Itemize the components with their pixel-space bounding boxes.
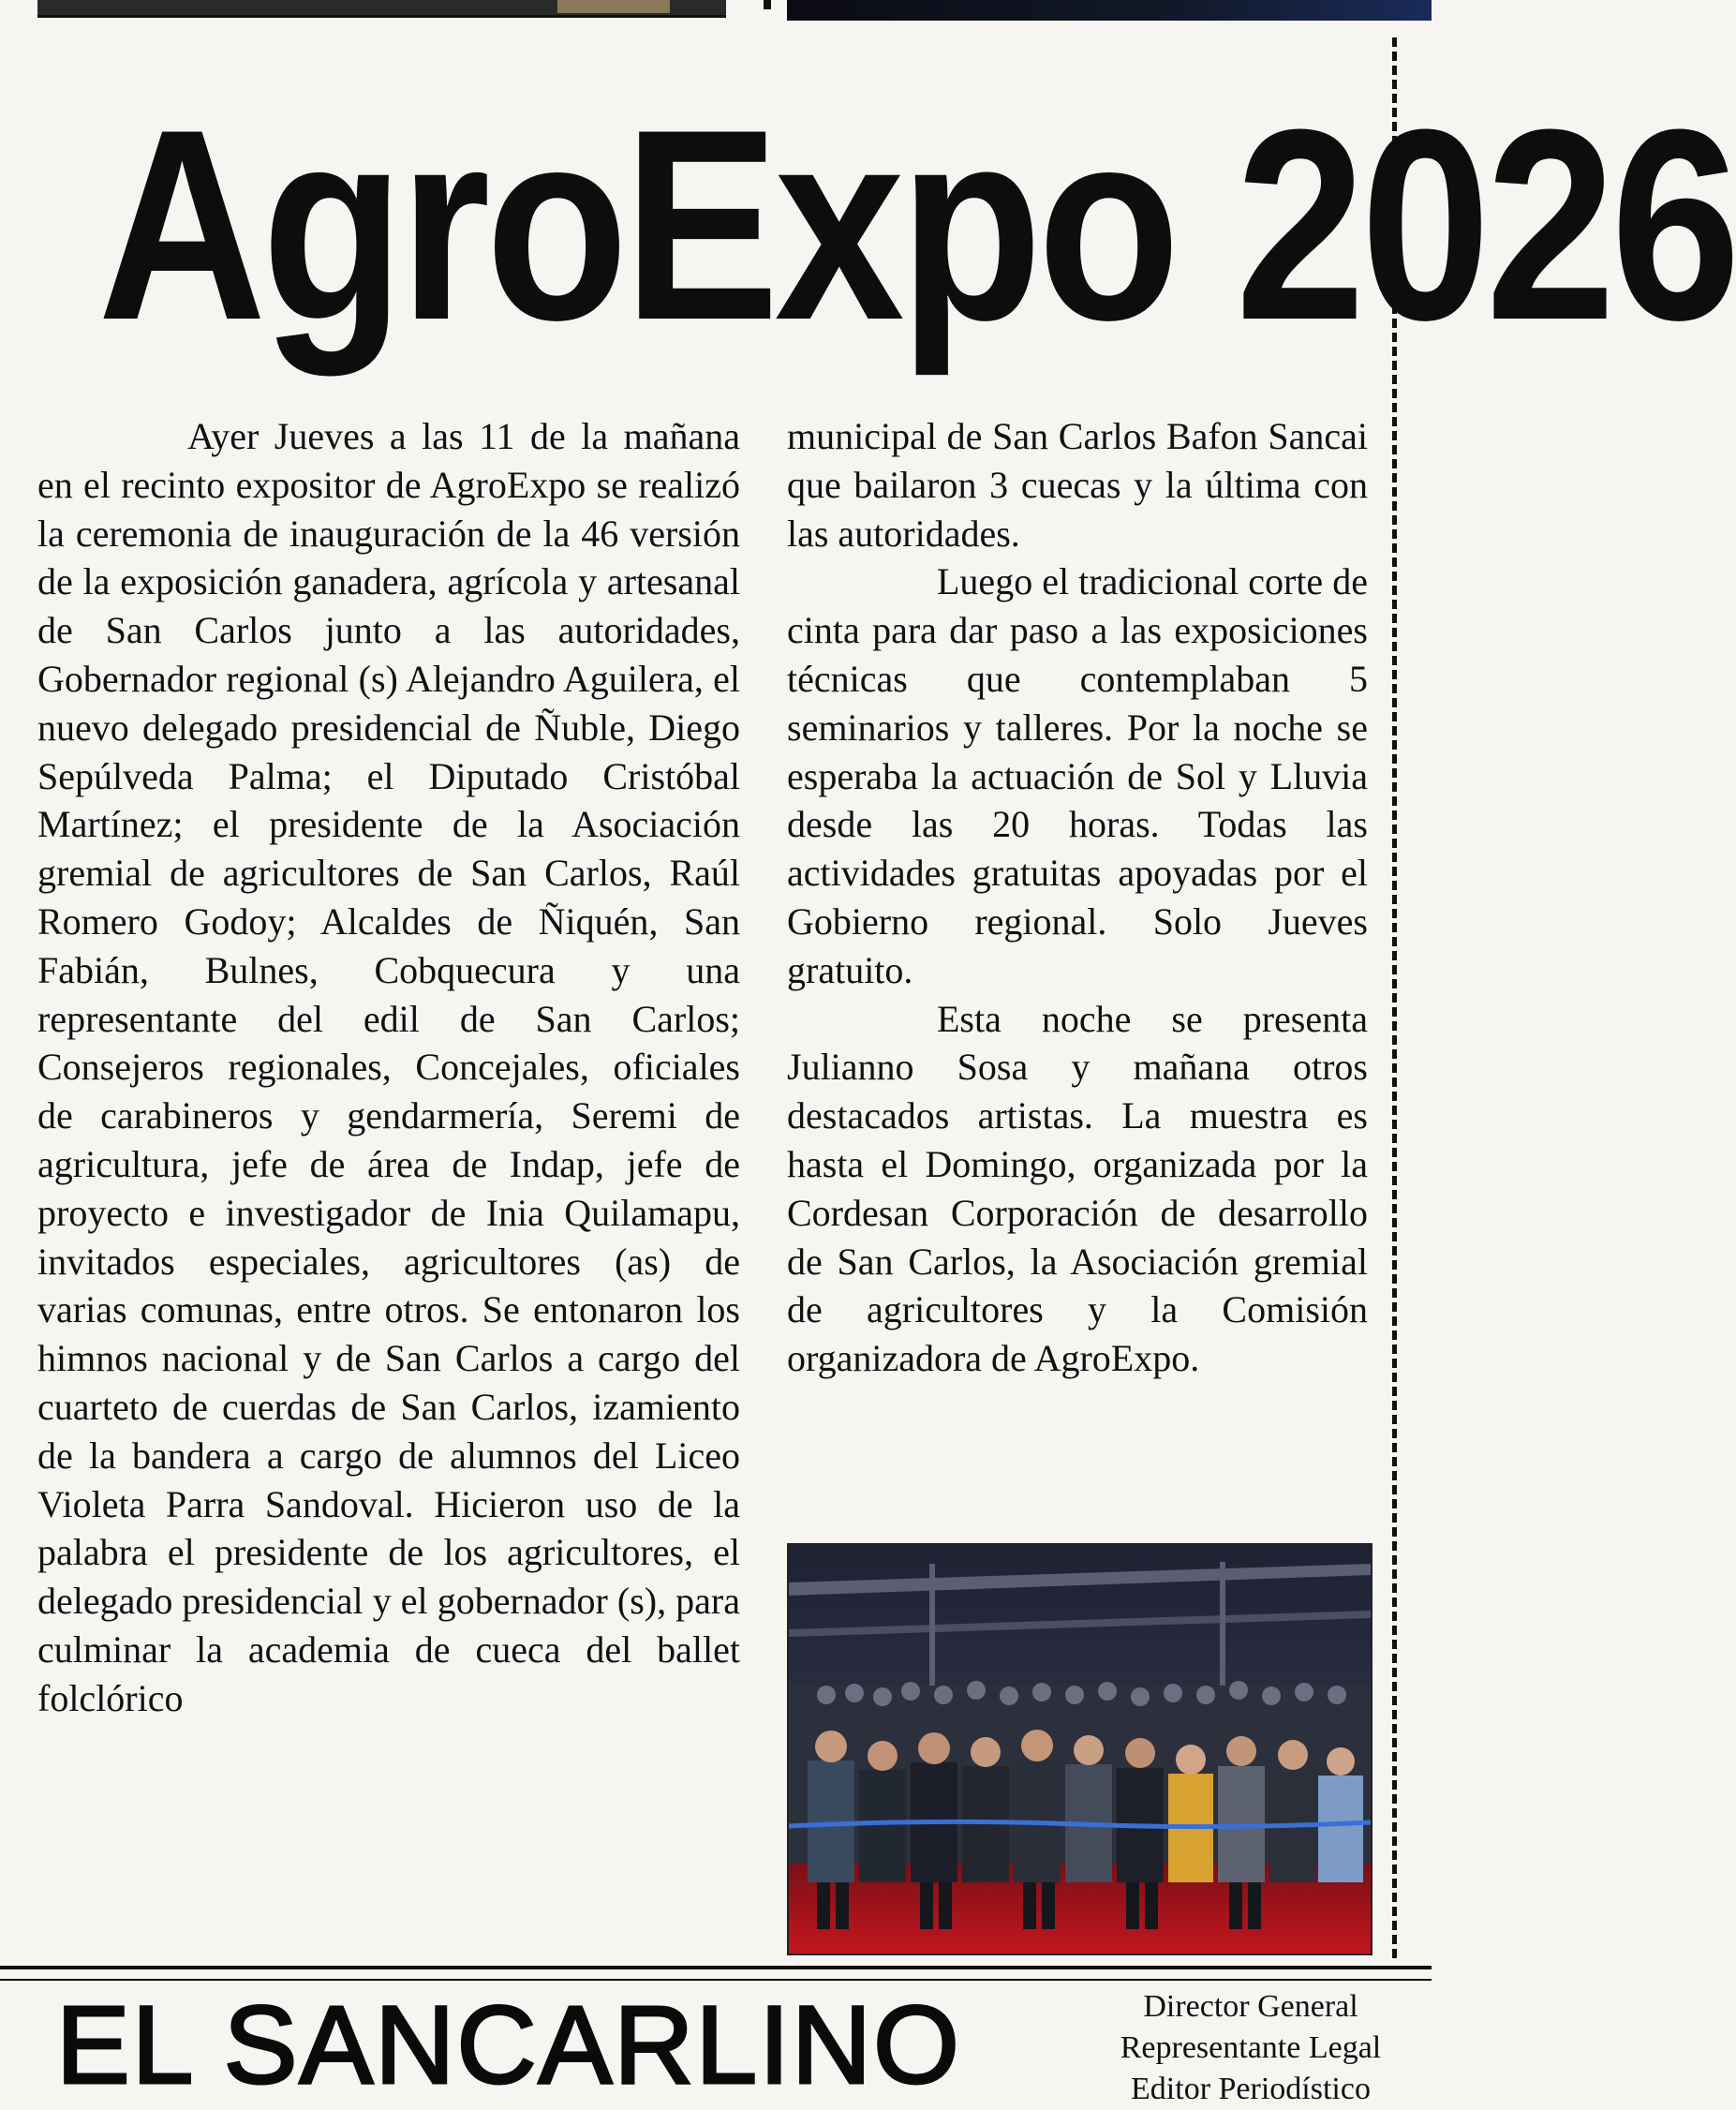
paragraph: Esta noche se presenta Julianno Sosa y mañana otros destacados artistas. La muestra es hasta el Domingo, organizada por la Cordesan Corporación de desarrollo de San Carlos, la Asociación gremial de agricultores y la Comisión organizadora de AgroExpo. — [787, 997, 1368, 1380]
staff-role: Director General — [1143, 1989, 1358, 2024]
staff-role: Representante Legal — [1120, 2030, 1382, 2065]
staff-role: Editor Periodístico — [1131, 2072, 1371, 2106]
headline: AgroExpo 2026 — [97, 73, 1736, 377]
footer-rule — [0, 1966, 1432, 1981]
article-right-column — [787, 412, 1368, 1383]
article-left-column — [37, 412, 740, 1723]
paragraph: municipal de San Carlos Bafon Sancai que bailaron 3 cuecas y la última con las autoridades. — [787, 415, 1368, 555]
previous-photo-bottom-right — [787, 0, 1432, 21]
newspaper-masthead: EL SANCARLINO — [56, 1984, 961, 2107]
ribbon-cutting-photo — [787, 1543, 1372, 1955]
photo-illustration — [789, 1545, 1371, 1954]
paragraph: Luego el tradicional corte de cinta para dar paso a las exposiciones técnicas que contemplaban 5 seminarios y talleres. Por la noche se esperaba la actuación de Sol y Lluvia desde las 20 horas. Todas las actividades gratuitas apoyadas por el Gobierno regional. Solo Jueves gratuito. — [787, 560, 1368, 991]
staff-box — [1077, 1986, 1424, 2110]
previous-photo-bottom — [37, 0, 726, 18]
decorative-dot — [764, 0, 771, 9]
paragraph: Ayer Jueves a las 11 de la mañana en el recinto expositor de AgroExpo se realizó la ceremonia de inauguración de la 46 versión de la exposición ganadera, agrícola y artesanal de San Carlos junto a las autoridades, Gobernador regional (s) Alejandro Aguilera, el nuevo delegado presidencial de Ñuble, Diego Sepúlveda Palma; el Diputado Cristóbal Martínez; el presidente de la Asociación gremial de agricultores de San Carlos, Raúl Romero Godoy; Alcaldes de Ñiquén, San Fabián, Bulnes, Cobquecura y una representante del edil de San Carlos; Consejeros regionales, Concejales, oficiales de carabineros y gendarmería, Seremi de agricultura, jefe de área de Indap, jefe de proyecto e investigador de Inia Quilamapu, invitados especiales, agricultores (as) de varias comunas, entre otros. Se entonaron los himnos nacional y de San Carlos a cargo del cuarteto de cuerdas de San Carlos, izamiento de la bandera a cargo de alumnos del Liceo Violeta Parra Sandoval. Hicieron uso de la palabra el presidente de los agricultores, el delegado presidencial y el gobernador (s), para culminar la academia de cueca del ballet folclórico — [37, 415, 740, 1719]
